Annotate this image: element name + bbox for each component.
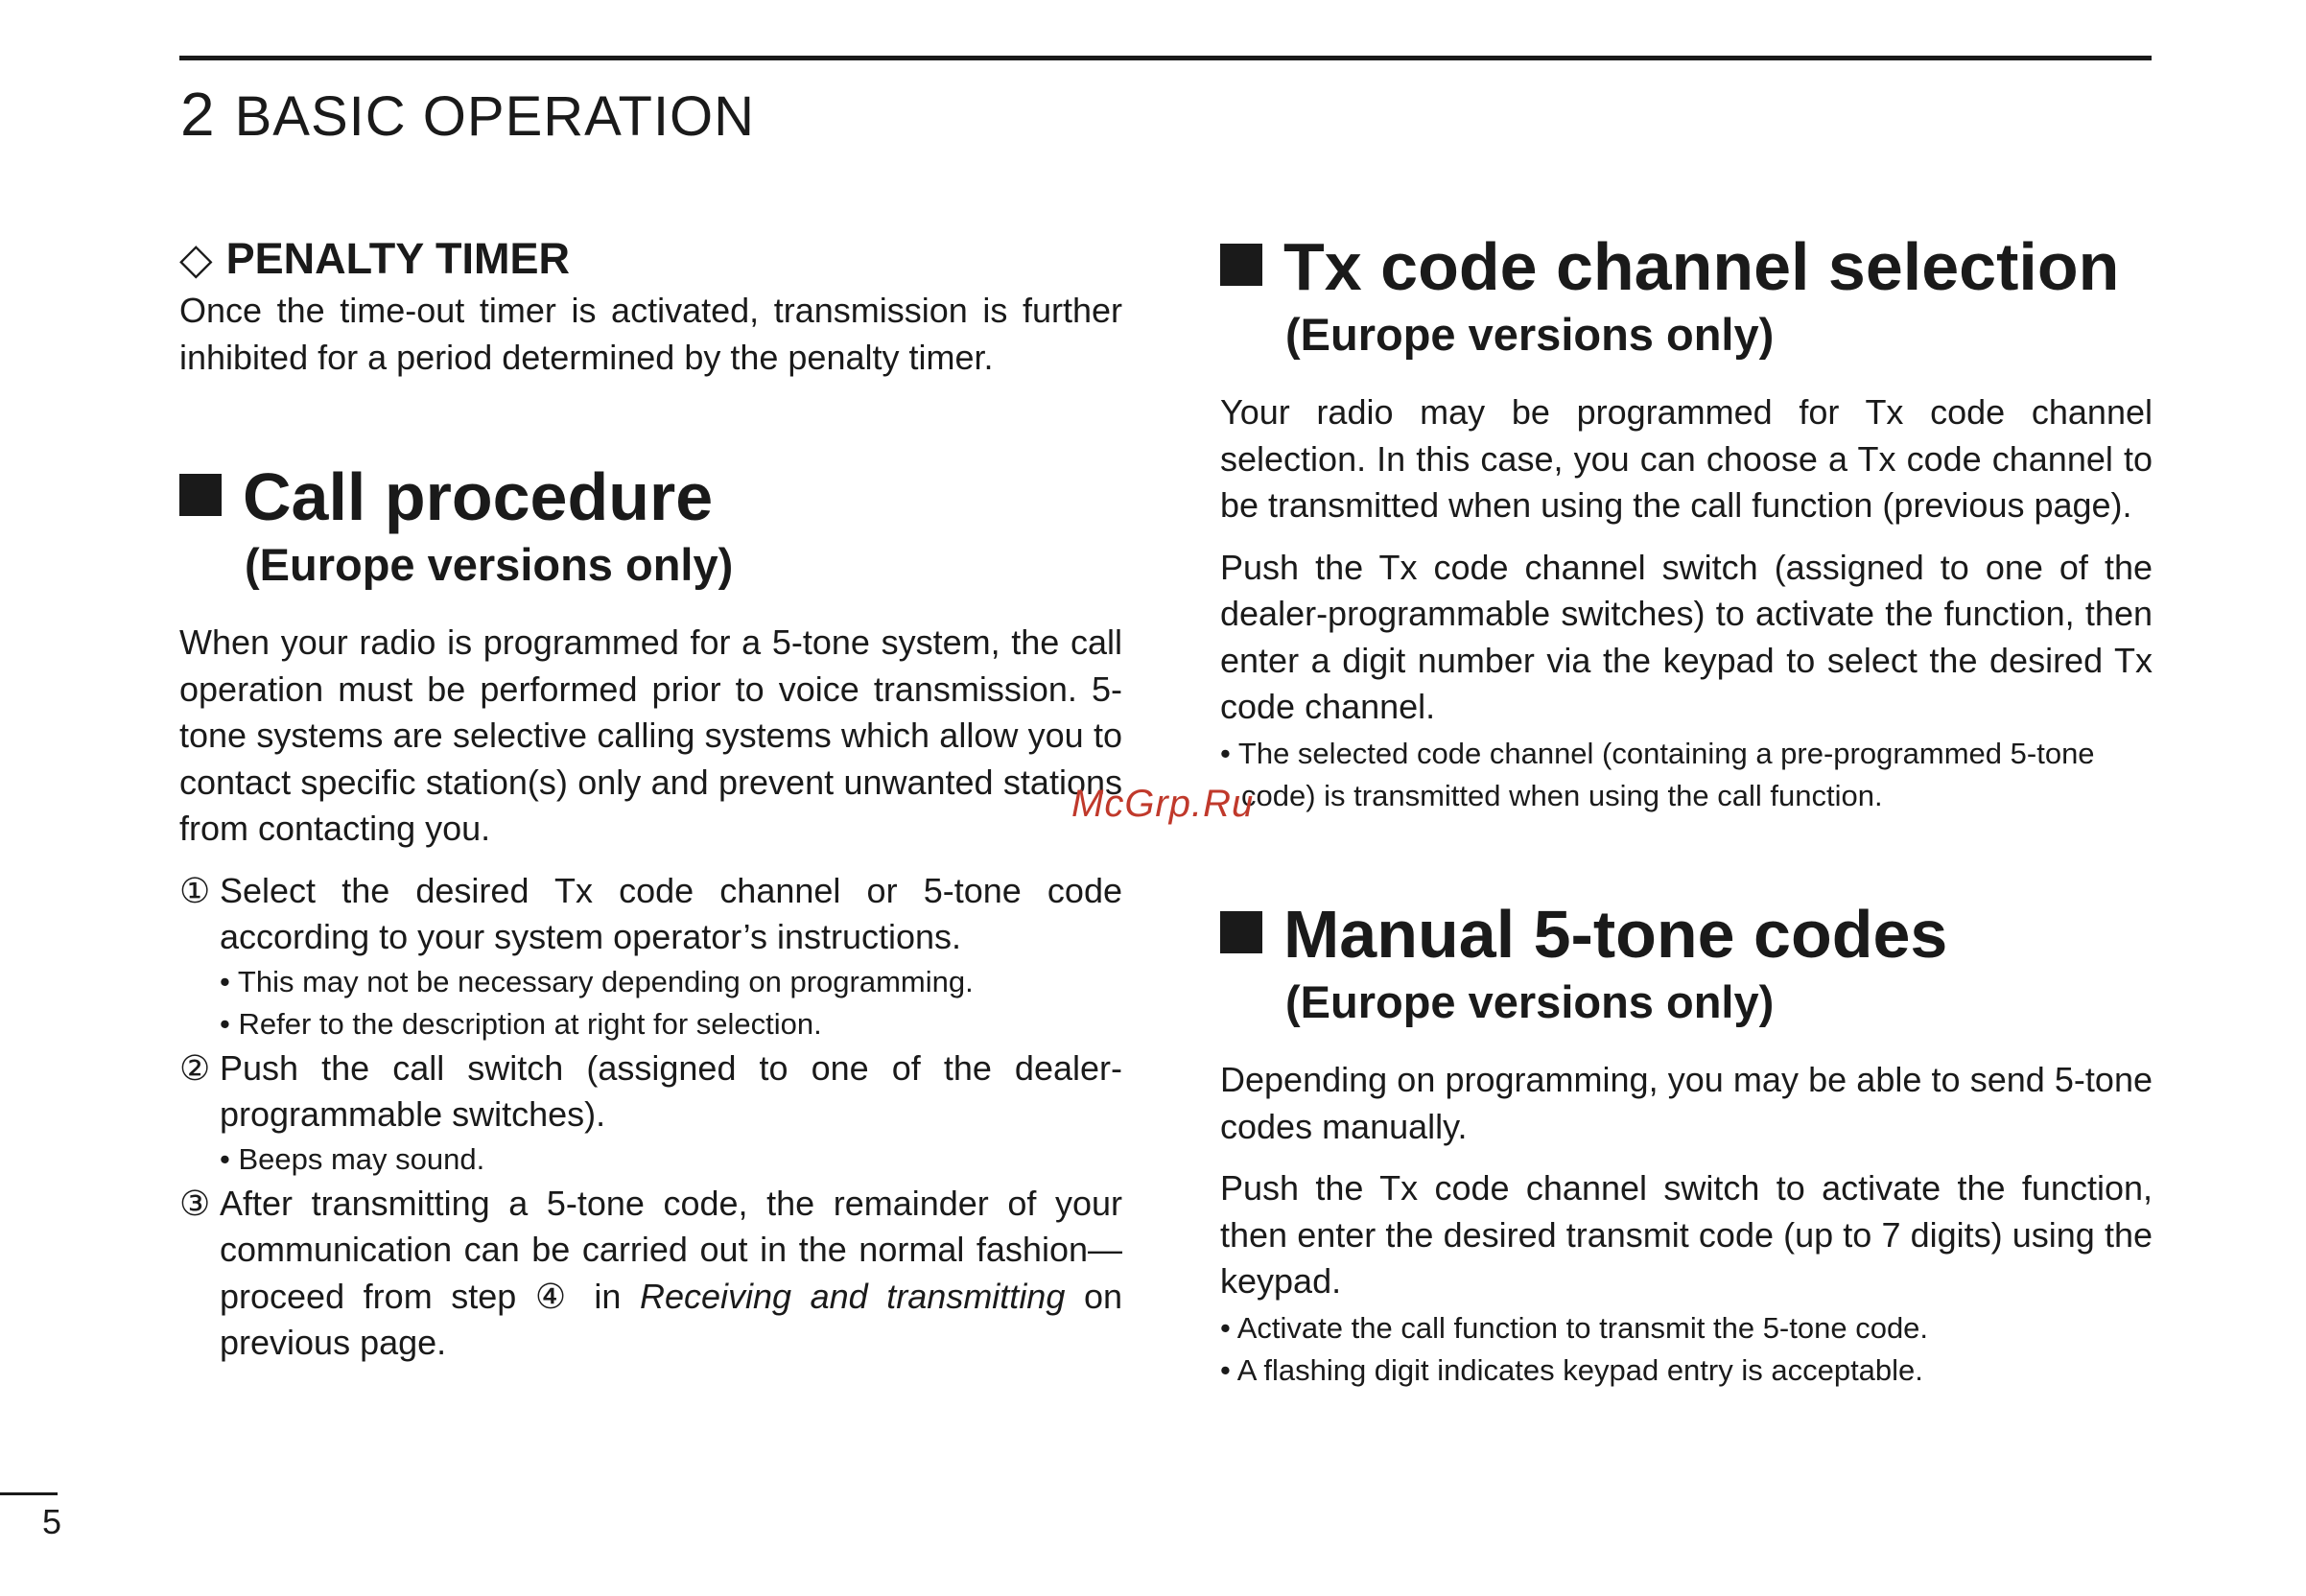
section-square-icon (179, 474, 222, 516)
call-procedure-title: Call procedure (179, 458, 1122, 535)
call-procedure-section (179, 458, 1122, 1367)
tx-code-p1: Your radio may be programmed for Tx code channel selection. In this case, you can choose a Tx code channel to be transmitted when using the call function (previous page). (1220, 392, 2153, 525)
header-rule (179, 56, 2152, 60)
tx-code-note-cont: code) is transmitted when using the call function. (1241, 778, 1883, 812)
manual-codes-p1: Depending on programming, you may be able to send 5-tone codes manually. (1220, 1060, 2153, 1146)
manual-codes-note: • A flashing digit indicates keypad entry is acceptable. (1220, 1352, 1923, 1387)
tx-code-subtitle: (Europe versions only) (1285, 309, 1775, 360)
penalty-timer-heading: ◇ PENALTY TIMER (179, 234, 570, 283)
tx-code-section (1220, 228, 2153, 817)
diamond-icon: ◇ (179, 234, 213, 283)
footer-rule (0, 1492, 58, 1495)
call-step-3 (179, 1181, 1122, 1367)
step-note: • Beeps may sound. (220, 1141, 485, 1176)
manual-codes-note: • Activate the call function to transmit the 5-tone code. (1220, 1310, 1929, 1345)
penalty-timer-section (179, 233, 1122, 396)
tx-code-p2: Push the Tx code channel switch (assigned to one of the dealer-programmable switches) to activate the function, then enter a digit number via the keypad to select the desired Tx code channel. (1220, 547, 2153, 726)
step-text: Push the call switch (assigned to one of the dealer-programmable switches). (220, 1047, 1122, 1134)
page-number: 5 (42, 1502, 62, 1541)
chapter-number: 2 (180, 80, 216, 149)
section-square-icon (1220, 911, 1262, 953)
call-step-1 (179, 868, 1122, 1045)
step-reference: Receiving and transmitting (639, 1276, 1066, 1316)
step-marker: ① (179, 870, 211, 910)
call-procedure-intro: When your radio is programmed for a 5-tone system, the call operation must be performed prior to voice transmission. 5-tone systems are selective calling systems which allow you to contact specific station(s) only and prevent unwanted stations from contacting you. (179, 622, 1122, 848)
call-step-2 (179, 1045, 1122, 1181)
chapter-title: BASIC OPERATION (234, 85, 756, 148)
manual-codes-p2: Push the Tx code channel switch to activate the function, then enter the desired transmit code (up to 7 digits) using the keypad. (1220, 1168, 2153, 1301)
manual-codes-section (1220, 896, 2153, 1392)
step-note: • This may not be necessary depending on programming. (220, 964, 974, 998)
penalty-timer-text: Once the time-out timer is activated, transmission is further inhibited for a period determined by the penalty timer. (179, 291, 1122, 377)
manual-codes-subtitle: (Europe versions only) (1285, 976, 1775, 1027)
call-procedure-subtitle: (Europe versions only) (245, 539, 734, 590)
watermark: McGrp.Ru (1071, 783, 1255, 825)
tx-code-note: • The selected code channel (containing a pre-programmed 5-tone (1220, 736, 2095, 770)
manual-codes-title: Manual 5-tone codes (1220, 896, 2153, 973)
step-text: After transmitting a 5-tone code, the remainder of your communication can be carried out in the normal fashion—proceed from step ④ in Receiving and transmitting on previous page. (220, 1183, 1122, 1362)
section-square-icon (1220, 244, 1262, 286)
chapter-heading (180, 79, 755, 150)
step-note: • Refer to the description at right for selection. (220, 1006, 822, 1041)
tx-code-title: Tx code channel selection (1220, 228, 2153, 305)
step-marker: ② (179, 1047, 211, 1088)
step-marker: ③ (179, 1183, 211, 1223)
step-text: Select the desired Tx code channel or 5-tone code according to your system operator’s instructions. (220, 870, 1122, 956)
